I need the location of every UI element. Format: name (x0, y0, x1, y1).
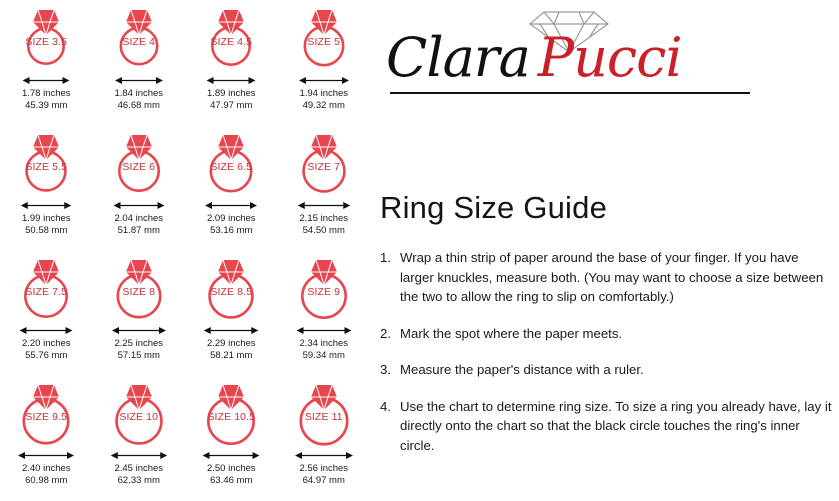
diameter-arrow-icon (194, 74, 268, 87)
ring-size-chart (0, 0, 370, 501)
ring-size-label: SIZE 8 (122, 286, 156, 298)
ring-size-label: SIZE 6.5 (210, 161, 253, 173)
ring-size-cell (278, 375, 371, 500)
ring-illustration (194, 252, 268, 324)
ring-illustration (9, 252, 83, 324)
ring-measurement (114, 88, 163, 111)
measurement-inches: 1.89 inches (206, 88, 256, 99)
ring-size-label: SIZE 7.5 (25, 286, 68, 298)
measurement-mm: 51.87 mm (117, 224, 160, 236)
instruction-step (380, 360, 832, 380)
diameter-arrow-icon (194, 199, 268, 212)
ring-size-label: SIZE 11 (304, 411, 343, 423)
ring-size-cell (278, 0, 371, 125)
ring-measurement (22, 463, 71, 486)
step-number: 1. (380, 250, 391, 265)
measurement-mm: 54.50 mm (302, 224, 345, 236)
measurement-inches: 1.84 inches (114, 88, 164, 99)
ring-size-cell (93, 250, 186, 375)
measurement-inches: 1.78 inches (21, 88, 71, 99)
ring-measurement (299, 88, 348, 111)
step-text: Mark the spot where the paper meets. (400, 325, 623, 341)
ring-measurement (114, 338, 163, 361)
measurement-mm: 57.15 mm (117, 349, 160, 361)
measurement-mm: 45.39 mm (25, 99, 68, 111)
measurement-inches: 2.45 inches (114, 463, 164, 474)
ring-illustration (102, 2, 176, 74)
ring-size-label: SIZE 10 (119, 411, 159, 423)
ring-illustration (9, 127, 83, 199)
ring-measurement (299, 463, 348, 486)
ring-size-cell (0, 250, 93, 375)
ring-measurement (207, 338, 256, 361)
ring-size-label: SIZE 4 (122, 36, 156, 48)
step-text: Wrap a thin strip of paper around the base of your finger. If you have larger knuckles, measure both. (You may want to choose a size between the two to allow the ring to slip on comfortably.) (400, 250, 824, 304)
instruction-list (380, 248, 832, 472)
ring-measurement (114, 213, 163, 236)
brand-name-second: Pucci (537, 26, 682, 89)
diameter-arrow-icon (102, 74, 176, 87)
logo-underline (390, 92, 750, 94)
ring-size-label: SIZE 5.5 (25, 161, 68, 173)
step-number: 2. (380, 325, 391, 341)
ring-size-cell (0, 125, 93, 250)
ring-measurement (207, 88, 256, 111)
ring-measurement (207, 463, 256, 486)
diameter-arrow-icon (9, 449, 83, 462)
ring-size-label: SIZE 8.5 (210, 286, 253, 298)
ring-size-label: SIZE 3.5 (25, 36, 68, 48)
ring-size-cell (185, 250, 278, 375)
step-text: Use the chart to determine ring size. To size a ring you already have, lay it directly onto the chart so that the black circle touches the ring's inner circle. (400, 398, 832, 453)
ring-illustration (287, 377, 361, 449)
measurement-mm: 53.16 mm (210, 224, 253, 236)
ring-measurement (114, 463, 163, 486)
ring-illustration (287, 2, 361, 74)
diameter-arrow-icon (287, 324, 361, 337)
measurement-inches: 1.94 inches (299, 88, 349, 99)
measurement-inches: 2.04 inches (114, 213, 164, 224)
ring-size-label: SIZE 10.5 (207, 411, 256, 423)
diameter-arrow-icon (102, 449, 176, 462)
ring-illustration (194, 127, 268, 199)
instruction-step (380, 397, 832, 456)
ring-illustration (287, 252, 361, 324)
diameter-arrow-icon (287, 449, 361, 462)
ring-measurement (207, 213, 256, 236)
ring-illustration (102, 127, 176, 199)
right-panel (372, 0, 839, 501)
measurement-inches: 2.20 inches (21, 338, 71, 349)
diameter-arrow-icon (194, 324, 268, 337)
ring-size-label: SIZE 9 (307, 286, 341, 298)
measurement-inches: 2.56 inches (299, 463, 349, 474)
instruction-step (380, 324, 832, 344)
diameter-arrow-icon (287, 74, 361, 87)
ring-illustration (9, 377, 83, 449)
ring-size-cell (93, 0, 186, 125)
measurement-inches: 2.50 inches (206, 463, 256, 474)
ring-size-label: SIZE 7 (307, 161, 341, 173)
ring-illustration (9, 2, 83, 74)
measurement-inches: 2.34 inches (299, 338, 349, 349)
diameter-arrow-icon (287, 199, 361, 212)
step-number: 4. (380, 398, 391, 414)
ring-illustration (102, 252, 176, 324)
ring-size-cell (185, 375, 278, 500)
measurement-inches: 2.29 inches (206, 338, 256, 349)
ring-illustration (194, 377, 268, 449)
measurement-inches: 1.99 inches (21, 213, 71, 224)
measurement-mm: 60.98 mm (25, 474, 68, 486)
ring-measurement (22, 88, 71, 111)
measurement-inches: 2.25 inches (114, 338, 164, 349)
ring-measurement (299, 213, 348, 236)
ring-size-cell (0, 375, 93, 500)
ring-size-cell (278, 125, 371, 250)
measurement-mm: 46.68 mm (117, 99, 160, 111)
ring-illustration (194, 2, 268, 74)
measurement-mm: 49.32 mm (302, 99, 345, 111)
measurement-mm: 47.97 mm (210, 99, 253, 111)
step-text: Measure the paper's distance with a ruler. (400, 362, 644, 377)
ring-illustration (287, 127, 361, 199)
ring-size-label: SIZE 4.5 (210, 36, 253, 48)
measurement-mm: 50.58 mm (25, 224, 68, 236)
ring-size-cell (93, 125, 186, 250)
ring-size-label: SIZE 9.5 (25, 411, 68, 423)
ring-size-cell (185, 125, 278, 250)
instruction-step (380, 248, 832, 307)
ring-size-cell (0, 0, 93, 125)
measurement-inches: 2.15 inches (299, 213, 349, 224)
diameter-arrow-icon (9, 199, 83, 212)
page-title: Ring Size Guide (380, 190, 608, 225)
measurement-mm: 63.46 mm (210, 474, 253, 486)
measurement-mm: 55.76 mm (25, 349, 68, 361)
ring-size-cell (278, 250, 371, 375)
diameter-arrow-icon (194, 449, 268, 462)
brand-name-first: Clara (386, 26, 530, 89)
ring-measurement (22, 338, 71, 361)
diameter-arrow-icon (102, 324, 176, 337)
measurement-inches: 2.40 inches (21, 463, 71, 474)
measurement-mm: 59.34 mm (302, 349, 345, 361)
measurement-mm: 58.21 mm (210, 349, 253, 361)
ring-measurement (22, 213, 71, 236)
step-number: 3. (380, 362, 391, 377)
ring-size-label: SIZE 5 (307, 36, 341, 48)
measurement-inches: 2.09 inches (206, 213, 256, 224)
brand-name (386, 26, 786, 89)
ring-size-cell (93, 375, 186, 500)
brand-logo (380, 8, 780, 100)
ring-size-label: SIZE 6 (122, 161, 156, 173)
diameter-arrow-icon (9, 74, 83, 87)
diameter-arrow-icon (102, 199, 176, 212)
measurement-mm: 62.33 mm (117, 474, 160, 486)
ring-measurement (299, 338, 348, 361)
measurement-mm: 64.97 mm (302, 474, 345, 486)
ring-illustration (102, 377, 176, 449)
ring-size-cell (185, 0, 278, 125)
diameter-arrow-icon (9, 324, 83, 337)
